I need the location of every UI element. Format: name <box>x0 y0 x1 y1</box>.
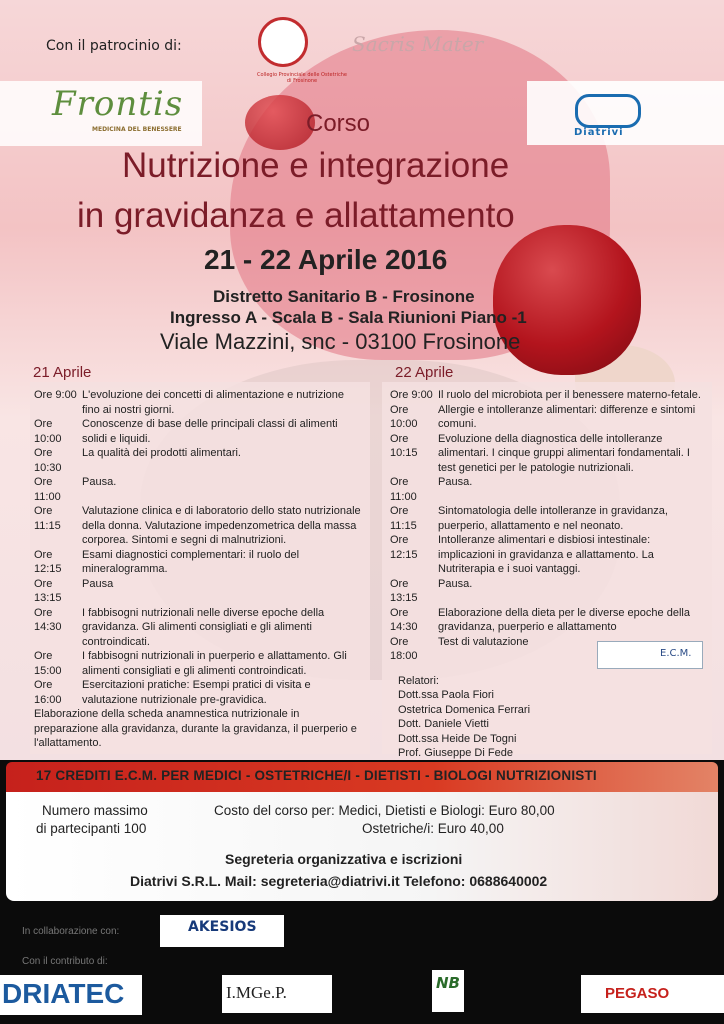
schedule-row <box>390 504 708 533</box>
collegio-logo-icon <box>258 17 308 67</box>
schedule-time: Ore 15:00 <box>34 650 62 677</box>
imgep-name: I.MGe.P. <box>226 983 287 1002</box>
schedule-time: Ore 10:00 <box>34 418 62 445</box>
pegaso-logo <box>581 975 724 1013</box>
schedule-text: L'evoluzione dei concetti di alimentazione e nutrizione fino ai nostri giorni. <box>82 389 344 416</box>
ecm-logo <box>597 641 703 669</box>
schedule-time: Ore 9:00 <box>390 389 433 401</box>
diatrivi-name: Diatrivi <box>574 127 624 138</box>
schedule-row <box>34 678 364 707</box>
schedule-row <box>34 606 364 650</box>
title-line-1: Nutrizione e integrazione <box>122 146 510 185</box>
schedule-row <box>390 577 708 606</box>
schedule-row <box>34 388 364 417</box>
ecm-label: E.C.M. <box>660 648 692 659</box>
imgep-logo <box>222 975 332 1013</box>
akesios-logo <box>160 915 284 947</box>
schedule-text: Pausa. <box>438 476 473 488</box>
patrocinio-label: Con il patrocinio di: <box>46 38 182 54</box>
frontis-logo: Frontis <box>52 84 184 124</box>
schedule-row <box>34 417 364 446</box>
credits-text: 17 CREDITI E.C.M. PER MEDICI - OSTETRICHE/I - DIETISTI - BIOLOGI NUTRIZIONISTI <box>36 768 597 783</box>
akesios-name: AKESIOS <box>188 919 257 935</box>
schedule-time: Ore 12:15 <box>390 534 418 561</box>
schedule-row <box>34 649 364 678</box>
location-line-3: Viale Mazzini, snc - 03100 Frosinone <box>160 329 521 354</box>
location-line-2: Ingresso A - Scala B - Sala Riunioni Piano -1 <box>170 308 527 327</box>
schedule-row <box>34 577 364 606</box>
segreteria-label: Segreteria organizzativa e iscrizioni <box>225 851 463 867</box>
schedule-text: Pausa. <box>82 476 117 488</box>
small-apple-image <box>245 95 315 150</box>
schedule-row <box>34 504 364 548</box>
schedule-time: Ore 11:15 <box>390 505 417 532</box>
schedule-row <box>390 533 708 577</box>
schedule-time: Ore 9:00 <box>34 389 77 401</box>
schedule-text: I fabbisogni nutrizionali nelle diverse epoche della gravidanza. Gli alimenti consigliati e gli alimenti controindicati. <box>82 606 325 648</box>
max-participants-line-2: di partecipanti 100 <box>36 821 147 836</box>
schedule-row <box>390 606 708 635</box>
relatori-block <box>390 674 708 761</box>
schedule-time: Ore 18:00 <box>390 635 418 662</box>
nb-name: NB <box>436 974 460 992</box>
relatori-label: Relatori: <box>398 674 439 687</box>
speaker-name: Dott.ssa Paola Fiori <box>398 689 494 701</box>
title-line-2: in gravidanza e allattamento <box>77 196 515 235</box>
schedule-text: Test di valutazione <box>438 635 529 648</box>
speaker-name: Prof. Giuseppe Di Fede <box>398 747 513 759</box>
day1-schedule <box>34 388 364 751</box>
schedule-time: Ore 11:15 <box>34 505 61 532</box>
schedule-time: Ore 10:15 <box>390 432 418 459</box>
contact-line: Diatrivi S.R.L. Mail: segreteria@diatrivi.it Telefono: 0688640002 <box>130 873 548 889</box>
schedule-time: Ore 12:15 <box>34 548 62 575</box>
schedule-text: Pausa <box>82 577 114 590</box>
nb-logo <box>432 970 464 1012</box>
day2-heading: 22 Aprile <box>395 364 454 381</box>
schedule-time: Ore 11:00 <box>390 476 417 503</box>
schedule-text: Sintomatologia delle intolleranze in gravidanza, puerperio, allattamento e nel neonato. <box>438 505 668 532</box>
schedule-time: Ore 10:00 <box>390 403 418 430</box>
schedule-text: Il ruolo del microbiota per il benessere materno-fetale. <box>438 389 701 401</box>
schedule-text: I fabbisogni nutrizionali in puerperio e allattamento. Gli alimenti consigliati e gli alimenti controindicati. <box>82 650 347 677</box>
schedule-text: Intolleranze alimentari e disbiosi intestinale: implicazioni in gravidanza e allattamento. La Nutriterapia e i suoi vantaggi. <box>438 534 654 575</box>
schedule-text: Esami diagnostici complementari: il ruolo del mineralogramma. <box>82 548 300 575</box>
collegio-text: Collegio Provinciale delle Ostetriche di Frosinone <box>257 72 347 84</box>
schedule-text: Esercitazioni pratiche: Esempi pratici di visita e valutazione nutrizionale pre-gravidica. <box>82 679 311 706</box>
speaker-name: Dott. Daniele Vietti <box>398 718 489 730</box>
schedule-time: Ore 13:15 <box>390 577 418 604</box>
cost-line-1: Costo del corso per: Medici, Dietisti e Biologi: Euro 80,00 <box>214 803 555 818</box>
cost-line-2: Ostetriche/i: Euro 40,00 <box>362 821 504 836</box>
driatec-name: DRIATEC <box>2 978 125 1009</box>
frontis-tagline: MEDICINA DEL BENESSERE <box>92 126 182 133</box>
pegaso-name: PEGASO <box>605 985 670 1002</box>
schedule-text: Evoluzione della diagnostica delle intolleranze alimentari. I cinque gruppi alimentari fondamentali. I test genetici per le patologie nutrizionali. <box>438 432 690 474</box>
schedule-text: Pausa. <box>438 577 473 590</box>
schedule-row <box>34 475 364 504</box>
schedule-text: Valutazione clinica e di laboratorio dello stato nutrizionale della donna. Valutazione impedenzometrica della massa corporea. Sintomi e segni di malnutrizioni. <box>82 505 361 546</box>
contribution-label: Con il contributo di: <box>22 956 108 967</box>
driatec-logo <box>0 975 142 1015</box>
schedule-text: Allergie e intolleranze alimentari: differenze e sintomi comuni. <box>438 403 696 430</box>
day1-footer: Elaborazione della scheda anamnestica nutrizionale in preparazione alla gravidanza, durante la gravidanza, il puerperio e l'allattamento. <box>34 708 357 749</box>
course-label: Corso <box>306 110 371 137</box>
schedule-text: Elaborazione della dieta per le diverse epoche della gravidanza, puerperio e allattamento <box>438 606 690 633</box>
schedule-text: Conoscenze di base delle principali classi di alimenti solidi e liquidi. <box>82 418 338 445</box>
schedule-time: Ore 10:30 <box>34 447 62 474</box>
location-line-1: Distretto Sanitario B - Frosinone <box>213 287 475 306</box>
speaker-name: Dott.ssa Heide De Togni <box>398 732 517 745</box>
schedule-time: Ore 14:30 <box>390 606 418 633</box>
max-participants-line-1: Numero massimo <box>42 803 148 818</box>
collaboration-label: In collaborazione con: <box>22 926 120 937</box>
day1-heading: 21 Aprile <box>33 364 92 381</box>
schedule-text: La qualità dei prodotti alimentari. <box>82 447 241 459</box>
speaker-name: Ostetrica Domenica Ferrari <box>398 703 531 716</box>
schedule-time: Ore 14:30 <box>34 606 62 633</box>
event-date: 21 - 22 Aprile 2016 <box>204 244 448 275</box>
schedule-row <box>34 548 364 577</box>
schedule-time: Ore 13:15 <box>34 577 62 604</box>
schedule-time: Ore 11:00 <box>34 476 61 503</box>
schedule-row <box>390 475 708 504</box>
schedule-row <box>34 446 364 475</box>
schedule-row <box>390 403 708 432</box>
schedule-time: Ore 16:00 <box>34 679 62 706</box>
schedule-row <box>390 388 708 403</box>
day2-schedule <box>390 388 708 761</box>
schedule-row <box>390 432 708 476</box>
sacris-mater-logo: Sacris Mater <box>352 32 484 56</box>
diatrivi-logo-icon <box>575 94 641 128</box>
